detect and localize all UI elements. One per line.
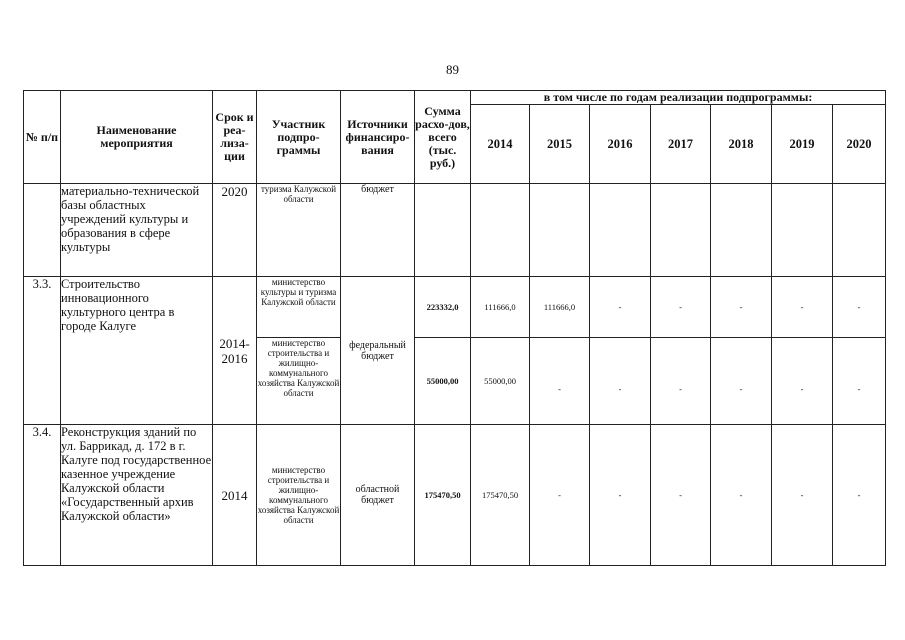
- header-year: 2017: [651, 105, 711, 184]
- total-amount: 55000,00: [415, 338, 471, 425]
- total-amount: 223332,0: [415, 277, 471, 338]
- year-value: -: [833, 338, 886, 425]
- year-value: -: [651, 277, 711, 338]
- year-value: -: [590, 425, 651, 566]
- year-value: -: [590, 277, 651, 338]
- implementation-term: 2014-2016: [213, 277, 257, 425]
- year-value: [590, 184, 651, 277]
- year-value: [471, 184, 530, 277]
- header-name: Наименование мероприятия: [61, 91, 213, 184]
- row-number: 3.3.: [24, 277, 61, 425]
- table-row: [24, 277, 886, 338]
- program-activities-table: [23, 90, 886, 566]
- year-value: 55000,00: [471, 338, 530, 425]
- activity-name: Реконструкция зданий по ул. Баррикад, д. 172 в г. Калуге под государственное казенное учреждение Калужской области «Государственный архив Калужской области»: [61, 425, 213, 566]
- funding-source: федеральный бюджет: [341, 277, 415, 425]
- year-value: -: [772, 338, 833, 425]
- implementation-term: 2020: [213, 184, 257, 277]
- year-value: [833, 184, 886, 277]
- row-number: 3.4.: [24, 425, 61, 566]
- year-value: -: [530, 338, 590, 425]
- header-participant: Участник подпро-граммы: [257, 91, 341, 184]
- header-year: 2014: [471, 105, 530, 184]
- program-participant: министерство строительства и жилищно-коммунального хозяйства Калужской области: [257, 338, 341, 425]
- table-row: [24, 425, 886, 566]
- header-year: 2019: [772, 105, 833, 184]
- program-participant: туризма Калужской области: [257, 184, 341, 277]
- total-amount: [415, 184, 471, 277]
- header-sources: Источники финансиро-вания: [341, 91, 415, 184]
- row-number: [24, 184, 61, 277]
- year-value: -: [833, 425, 886, 566]
- year-value: -: [833, 277, 886, 338]
- funding-source: областной бюджет: [341, 425, 415, 566]
- header-no: № п/п: [24, 91, 61, 184]
- year-value: -: [772, 425, 833, 566]
- year-value: -: [711, 425, 772, 566]
- program-participant: министерство строительства и жилищно-коммунального хозяйства Калужской области: [257, 425, 341, 566]
- year-value: -: [772, 277, 833, 338]
- year-value: -: [590, 338, 651, 425]
- year-value: 111666,0: [530, 277, 590, 338]
- header-year: 2016: [590, 105, 651, 184]
- year-value: 111666,0: [471, 277, 530, 338]
- year-value: -: [651, 338, 711, 425]
- header-year: 2018: [711, 105, 772, 184]
- header-by-years: в том числе по годам реализации подпрограммы:: [471, 91, 886, 105]
- header-term: Срок и реа-лиза-ции: [213, 91, 257, 184]
- year-value: -: [711, 338, 772, 425]
- year-value: [711, 184, 772, 277]
- implementation-term: 2014: [213, 425, 257, 566]
- funding-source: бюджет: [341, 184, 415, 277]
- header-row: [24, 91, 886, 105]
- header-year: 2015: [530, 105, 590, 184]
- header-total: Сумма расхо-дов, всего (тыс. руб.): [415, 91, 471, 184]
- total-amount: 175470,50: [415, 425, 471, 566]
- year-value: -: [711, 277, 772, 338]
- year-value: 175470,50: [471, 425, 530, 566]
- year-value: [651, 184, 711, 277]
- activity-name: материально-технической базы областных учреждений культуры и образования в сфере культуры: [61, 184, 213, 277]
- year-value: [772, 184, 833, 277]
- page-number: 89: [446, 62, 459, 77]
- table-row: [24, 184, 886, 277]
- year-value: [530, 184, 590, 277]
- header-year: 2020: [833, 105, 886, 184]
- program-participant: министерство культуры и туризма Калужской области: [257, 277, 341, 338]
- year-value: -: [530, 425, 590, 566]
- activity-name: Строительство инновационного культурного центра в городе Калуге: [61, 277, 213, 425]
- year-value: -: [651, 425, 711, 566]
